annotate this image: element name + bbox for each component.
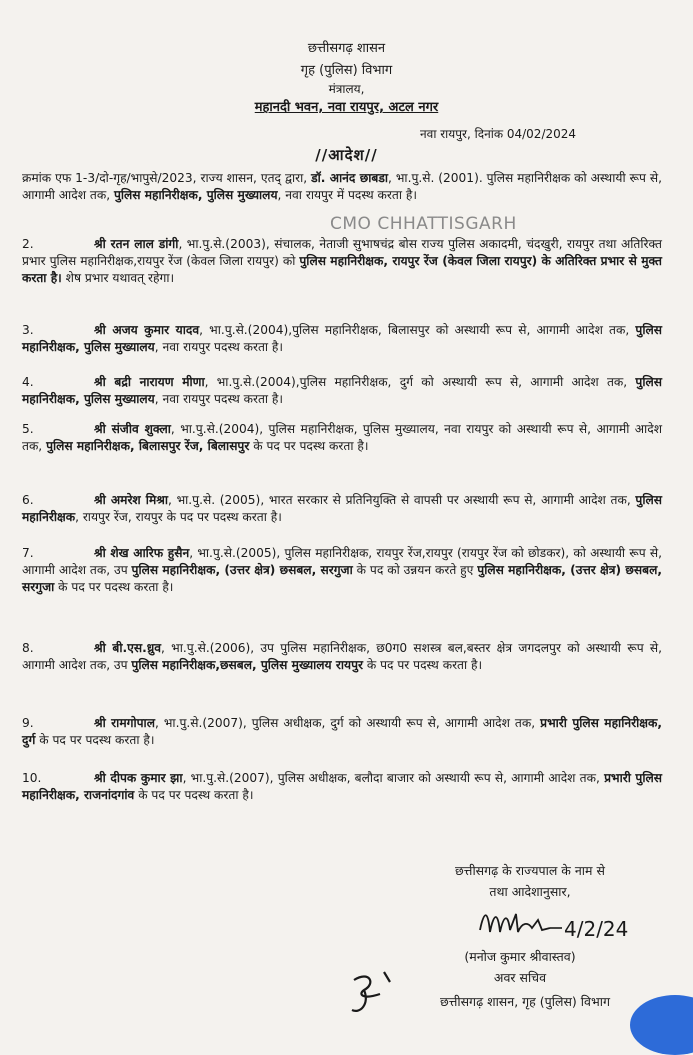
para-number: 2. <box>22 237 34 251</box>
handwritten-signature <box>450 900 650 950</box>
paragraph-4 <box>22 374 662 408</box>
para-text: के पद पर पदस्थ करता है। <box>54 580 174 594</box>
para-number: 9. <box>22 716 34 730</box>
header-govt: छत्तीसगढ़ शासन <box>307 41 386 56</box>
para-bold: पुलिस महानिरीक्षक, पुलिस मुख्यालय <box>113 188 278 202</box>
para-text: , रायपुर रेंज, रायपुर के पद पर पदस्थ करता है। <box>75 510 282 524</box>
officer-name: श्री बी.एस.ध्रुव <box>94 641 162 655</box>
para-text: , भा.पु.से. (2005), भारत सरकार से प्रतिनियुक्ति से वापसी पर अस्थायी रूप से, आगामी आदेश तक, <box>168 493 636 507</box>
para-text: शेष प्रभार यथावत् रहेगा। <box>61 271 175 285</box>
para-number: 3. <box>22 323 34 337</box>
header-ministry: मंत्रालय, <box>328 82 365 96</box>
officer-name: श्री रामगोपाल <box>94 716 155 730</box>
signature-date: 4/2/24 <box>564 917 629 941</box>
para-bold: पुलिस महानिरीक्षक <box>22 493 662 524</box>
officer-name: श्री शेख आरिफ हुसैन <box>94 546 190 560</box>
para-text: , भा.पु.से.(2004),पुलिस महानिरीक्षक, दुर्ग को अस्थायी रूप से, आगामी आदेश तक, <box>204 375 636 389</box>
para-text: क्रमांक एफ 1-3/दो-गृह/भापुसे/2023, राज्य शासन, एतद् द्वारा, <box>22 171 312 185</box>
para-bold: प्रभारी पुलिस महानिरीक्षक, दुर्ग <box>22 716 663 747</box>
paragraph-8 <box>22 640 662 674</box>
paragraph-1 <box>22 170 662 204</box>
para-number: 6. <box>22 493 34 507</box>
officer-name: श्री बद्री नारायण मीणा <box>94 375 205 389</box>
order-title: //आदेश// <box>315 146 378 164</box>
order-date: नवा रायपुर, दिनांक 04/02/2024 <box>420 127 577 141</box>
para-text: , भा.पु.से.(2005), पुलिस महानिरीक्षक, रायपुर रेंज,रायपुर (रायपुर रेंज को छोडकर), को अस्थायी रूप से, आगामी आदेश तक, उप <box>22 546 663 577</box>
para-number: 10. <box>22 771 42 785</box>
initial-mark <box>340 960 410 1020</box>
paragraph-6 <box>22 492 662 526</box>
para-text: , भा.पु.से.(2003), संचालक, नेताजी सुभाषचंद्र बोस राज्य पुलिस अकादमी, चंदखुरी, रायपुर तथा अतिरिक्त प्रभार पुलिस महानिरीक्षक,रायपुर रेंज (केवल जिला रायपुर) को <box>22 237 662 268</box>
para-bold: प्रभारी पुलिस महानिरीक्षक, राजनांदगांव <box>22 771 663 802</box>
para-text: के पद पर पदस्थ करता है। <box>134 788 254 802</box>
signatory-department: छत्तीसगढ़ शासन, गृह (पुलिस) विभाग <box>439 994 611 1009</box>
para-text: के पद पर पदस्थ करता है। <box>363 658 483 672</box>
para-text: , भा.पु.से.(2004),पुलिस महानिरीक्षक, बिलासपुर को अस्थायी रूप से, आगामी आदेश तक, <box>199 323 636 337</box>
para-number: 7. <box>22 546 34 560</box>
header-address-text: महानदी भवन, नवा रायपुर, अटल नगर <box>254 100 439 115</box>
para-bold: पुलिस महानिरीक्षक, (उत्तर क्षेत्र) छसबल, सरगुजा <box>131 563 353 577</box>
officer-name: श्री अमरेश मिश्रा <box>94 493 169 507</box>
para-text: के पद पर पदस्थ करता है। <box>35 733 155 747</box>
header-department: गृह (पुलिस) विभाग <box>300 63 393 78</box>
para-text: , भा.पु.से. (2001). पुलिस महानिरीक्षक को अस्थायी रूप से, आगामी आदेश तक, <box>22 171 662 202</box>
para-bold: पुलिस महानिरीक्षक, रायपुर रेंज (केवल जिला रायपुर) के अतिरिक्त प्रभार से मुक्त करता है। <box>22 254 662 285</box>
watermark: CMO CHHATTISGARH <box>330 214 517 234</box>
officer-name: श्री संजीव शुक्ला <box>94 422 171 436</box>
officer-name: श्री रतन लाल डांगी <box>94 237 179 251</box>
para-bold: पुलिस महानिरीक्षक, पुलिस मुख्यालय <box>22 323 662 354</box>
paragraph-2 <box>22 236 662 287</box>
signature-authority-line: छत्तीसगढ़ के राज्यपाल के नाम से <box>455 863 605 878</box>
para-text: के पद को उन्नयन करते हुए <box>352 563 478 577</box>
officer-name: श्री दीपक कुमार झा <box>94 771 183 785</box>
para-bold: डॉ. आनंद छाबडा <box>311 171 389 185</box>
paragraph-5 <box>22 421 662 455</box>
signature-order-line: तथा आदेशानुसार, <box>489 884 571 899</box>
para-number: 4. <box>22 375 34 389</box>
paragraph-3 <box>22 322 662 356</box>
para-text: , भा.पु.से.(2007), पुलिस अधीक्षक, बलौदा बाजार को अस्थायी रूप से, आगामी आदेश तक, <box>182 771 605 785</box>
para-number: 8. <box>22 641 34 655</box>
para-text: , नवा रायपुर में पदस्थ करता है। <box>277 188 417 202</box>
para-bold: पुलिस महानिरीक्षक,छसबल, पुलिस मुख्यालय रायपुर <box>131 658 363 672</box>
paragraph-9 <box>22 715 662 749</box>
signatory-designation: अवर सचिव <box>493 970 547 985</box>
para-text: के पद पर पदस्थ करता है। <box>249 439 369 453</box>
para-text: , नवा रायपुर पदस्थ करता है। <box>154 392 284 406</box>
para-number: 5. <box>22 422 34 436</box>
para-text: , भा.पु.से.(2006), उप पुलिस महानिरीक्षक, छ0ग0 सशस्त्र बल,बस्तर क्षेत्र जगदलपुर को अस्थायी रूप से, आगामी आदेश तक, उप <box>22 641 662 672</box>
para-bold: पुलिस महानिरीक्षक, (उत्तर क्षेत्र) छसबल, सरगुजा <box>22 563 662 594</box>
paragraph-10 <box>22 770 662 804</box>
para-text: , भा.पु.से.(2007), पुलिस अधीक्षक, दुर्ग को अस्थायी रूप से, आगामी आदेश तक, <box>154 716 541 730</box>
para-bold: पुलिस महानिरीक्षक, बिलासपुर रेंज, बिलासपुर <box>46 439 250 453</box>
para-text: , भा.पु.से.(2004), पुलिस महानिरीक्षक, पुलिस मुख्यालय, नवा रायपुर को अस्थायी रूप से, आगामी आदेश तक, <box>22 422 662 453</box>
paragraph-7 <box>22 545 662 596</box>
officer-name: श्री अजय कुमार यादव <box>94 323 200 337</box>
para-text: , नवा रायपुर पदस्थ करता है। <box>154 340 284 354</box>
para-bold: पुलिस महानिरीक्षक, पुलिस मुख्यालय <box>22 375 662 406</box>
header-address <box>0 97 693 115</box>
signatory-name: (मनोज कुमार श्रीवास्तव) <box>464 949 576 964</box>
